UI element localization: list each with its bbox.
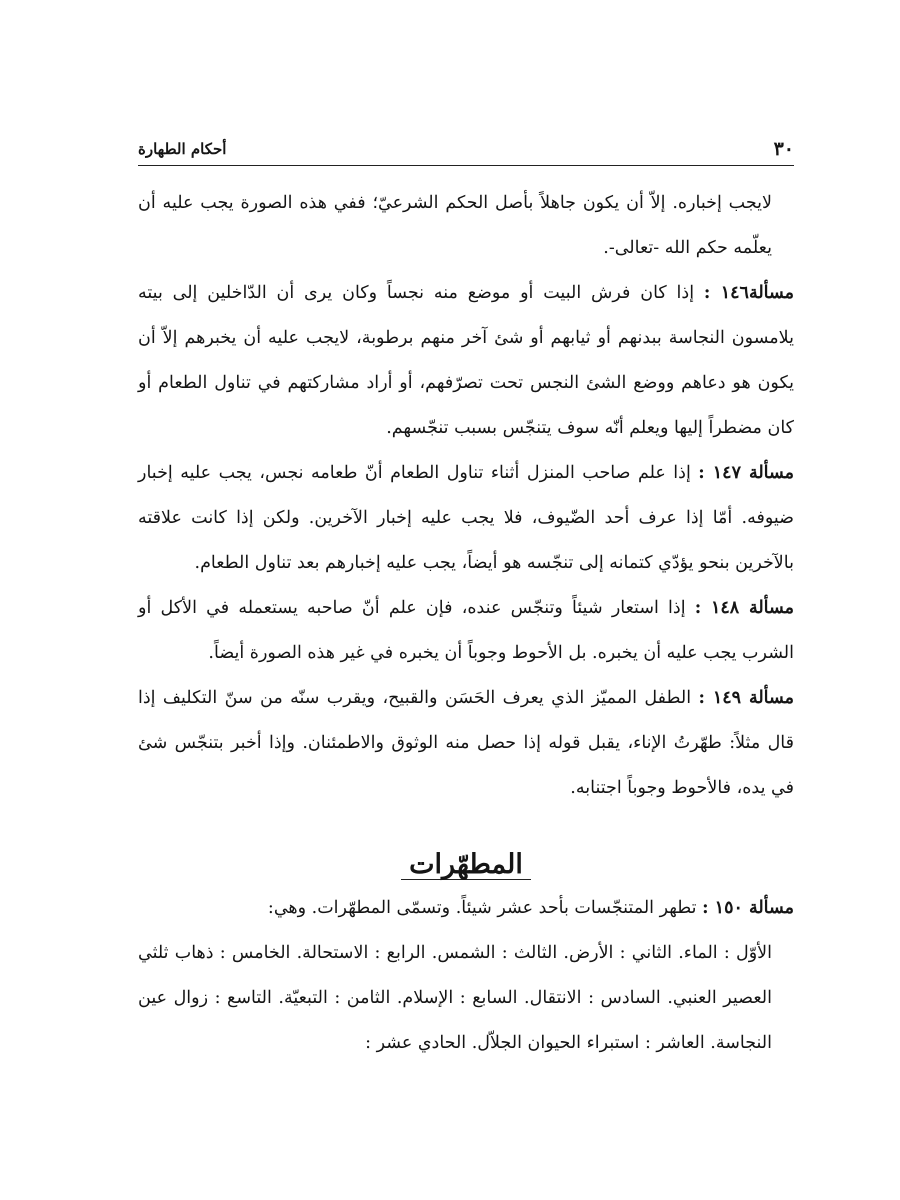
running-header xyxy=(138,134,794,164)
issue-text: إذا علم صاحب المنزل أثناء تناول الطعام أنّ طعامه نجس، يجب عليه إخبار ضيوفه. أمّا إذا عرف أحد الضّيوف، فلا يجب عليه إخبار الآخرين. ولكن إذا كانت علاقته بالآخرين بنحو يؤدّي كتمانه إلى تنجّسه هو أيضاً، يجب عليه إخبارهم بعد تناول الطعام. xyxy=(138,463,794,573)
page-number: ٣٠ xyxy=(773,138,794,160)
issue-text: الطفل المميّز الذي يعرف الحَسَن والقبيح، ويقرب سنّه من سنّ التكليف إذا قال مثلاً: طهّرتُ الإناء، يقبل قوله إذا حصل منه الوثوق والاطمئنان. وإذا أخبر بتنجّس شئ في يده، فالأحوط وجوباً اجتنابه. xyxy=(138,688,794,798)
purifiers-list xyxy=(138,931,794,1066)
issue-label: مسألة ١٤٨ : xyxy=(694,598,794,618)
issue-146 xyxy=(138,271,794,451)
issue-label: مسألة ١٤٧ : xyxy=(698,463,794,483)
issue-148 xyxy=(138,586,794,676)
header-rule xyxy=(138,165,794,166)
issue-147 xyxy=(138,451,794,586)
issue-149 xyxy=(138,676,794,811)
body-text xyxy=(138,181,794,1066)
issue-label: مسألة ١٤٩ : xyxy=(698,688,794,708)
issue-text: إذا كان فرش البيت أو موضع منه نجساً وكان يرى أن الدّاخلين إلى بيته يلامسون النجاسة ببدنهم أو ثيابهم أو شئ آخر منهم برطوبة، لايجب عليه أن يخبرهم إلاّ أن يكون هو دعاهم ووضع الشئ النجس تحت تصرّفهم، أو أراد مشاركتهم في تناول الطعام أو كان مضطراً إليها ويعلم أنّه سوف يتنجّس بسبب تنجّسهم. xyxy=(138,283,794,438)
paragraph-text: لايجب إخباره. إلاّ أن يكون جاهلاً بأصل الحكم الشرعيّ؛ ففي هذه الصورة يجب عليه أن يعلّمه حكم الله -تعالى-. xyxy=(138,193,772,258)
issue-150 xyxy=(138,886,794,931)
paragraph-continuation xyxy=(138,181,794,271)
issue-label: مسألة١٤٦ : xyxy=(703,283,794,303)
running-title: أحكام الطهارة xyxy=(138,140,227,158)
issue-label: مسألة ١٥٠ : xyxy=(702,898,794,918)
issue-text: إذا استعار شيئاً وتنجّس عنده، فإن علم أنّ صاحبه يستعمله في الأكل أو الشرب يجب عليه أن يخبره. بل الأحوط وجوباً أن يخبره في غير هذه الصورة أيضاً. xyxy=(138,598,794,663)
section-heading: المطهّرات xyxy=(409,849,523,880)
issue-text: تطهر المتنجّسات بأحد عشر شيئاً. وتسمّى المطهّرات. وهي: xyxy=(267,898,697,918)
purifiers-list-text: الأوّل : الماء. الثاني : الأرض. الثالث : الشمس. الرابع : الاستحالة. الخامس : ذهاب ثلثي العصير العنبي. السادس : الانتقال. السابع : الإسلام. الثامن : التبعيّة. التاسع : زوال عين النجاسة. العاشر : استبراء الحيوان الجلاّل. الحادي عشر : xyxy=(138,943,772,1053)
